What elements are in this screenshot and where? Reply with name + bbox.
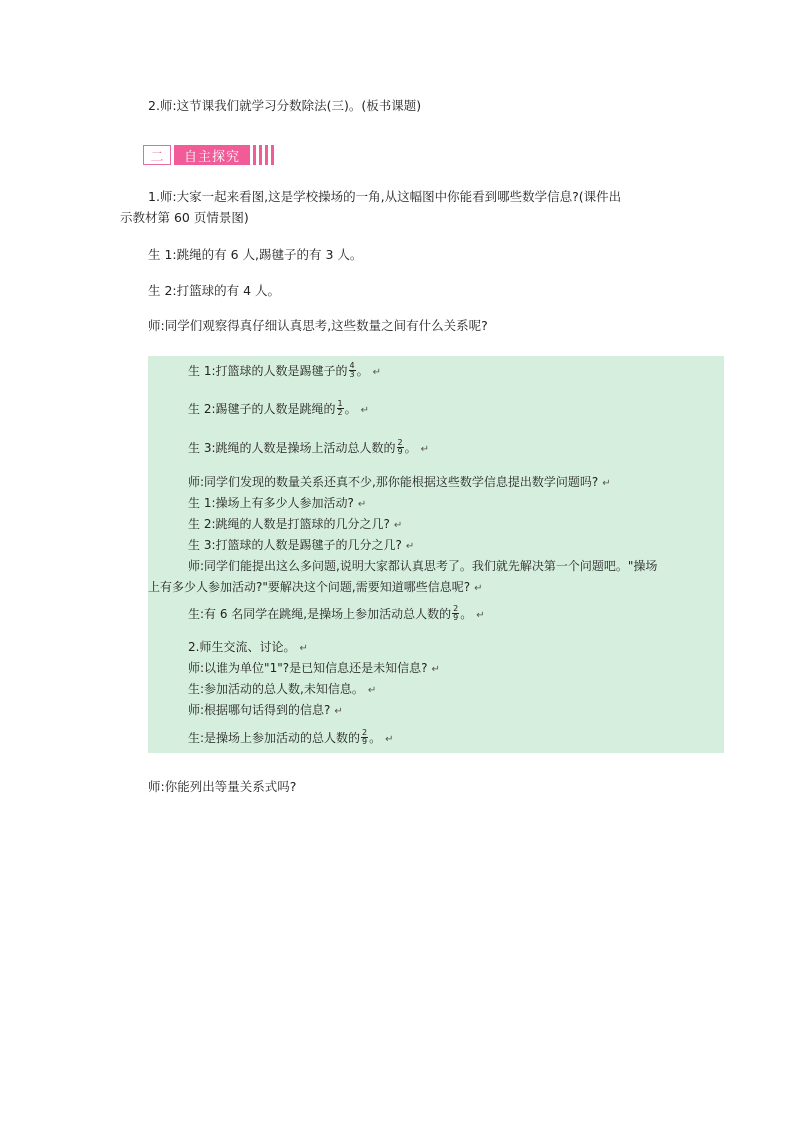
student-1-answer: 生 1:跳绳的有 6 人,踢毽子的有 3 人。: [148, 247, 363, 262]
box-line-7: 生 3:打篮球的人数是踢毽子的几分之几? ↵: [188, 538, 415, 552]
box-line-8b: 上有多少人参加活动?"要解决这个问题,需要知道哪些信息呢? ↵: [148, 580, 483, 594]
fraction: $\frac{4}{3}$: [349, 361, 355, 379]
box-line-1: 生 1:打篮球的人数是踢毽子的 $\frac{4}{3}$ 。 ↵: [188, 361, 381, 379]
box-line-11: 师:以谁为单位"1"?是已知信息还是未知信息? ↵: [188, 661, 440, 675]
box-line-14: 生:是操场上参加活动的总人数的 $\frac{2}{9}$ 。 ↵: [188, 728, 394, 746]
intro-line: 2.师:这节课我们就学习分数除法(三)。(板书课题): [148, 98, 422, 113]
box-line-10: 2.师生交流、讨论。 ↵: [188, 640, 308, 654]
paragraph-1-line-1: 1.师:大家一起来看图,这是学校操场的一角,从这幅图中你能看到哪些数学信息?(课件出: [148, 189, 622, 204]
section-title: 自主探究: [174, 145, 250, 165]
section-header: [143, 144, 277, 166]
box-line-8a: 师:同学们能提出这么多问题,说明大家都认真思考了。我们就先解决第一个问题吧。"操场: [188, 559, 658, 573]
box-line-3: 生 3:跳绳的人数是操场上活动总人数的 $\frac{2}{9}$ 。 ↵: [188, 438, 429, 456]
section-number: 二: [143, 145, 171, 165]
student-2-answer: 生 2:打篮球的有 4 人。: [148, 283, 281, 298]
box-line-12: 生:参加活动的总人数,未知信息。 ↵: [188, 682, 377, 696]
teacher-question: 师:同学们观察得真仔细认真思考,这些数量之间有什么关系呢?: [148, 318, 488, 333]
fraction: $\frac{1}{2}$: [337, 399, 343, 417]
box-line-6: 生 2:跳绳的人数是打篮球的几分之几? ↵: [188, 517, 403, 531]
box-line-2: 生 2:踢毽子的人数是跳绳的 $\frac{1}{2}$ 。 ↵: [188, 399, 369, 417]
fraction: $\frac{2}{9}$: [397, 438, 403, 456]
fraction: $\frac{2}{9}$: [453, 604, 459, 622]
box-line-9: 生:有 6 名同学在跳绳,是操场上参加活动总人数的 $\frac{2}{9}$ 。 ↵: [188, 604, 485, 622]
section-stripes: [253, 145, 277, 165]
final-question: 师:你能列出等量关系式吗?: [148, 779, 297, 794]
box-line-4: 师:同学们发现的数量关系还真不少,那你能根据这些数学信息提出数学问题吗? ↵: [188, 475, 611, 489]
box-line-13: 师:根据哪句话得到的信息? ↵: [188, 703, 343, 717]
box-line-5: 生 1:操场上有多少人参加活动? ↵: [188, 496, 367, 510]
fraction: $\frac{2}{9}$: [362, 728, 368, 746]
paragraph-1-line-2: 示教材第 60 页情景图): [120, 210, 249, 225]
